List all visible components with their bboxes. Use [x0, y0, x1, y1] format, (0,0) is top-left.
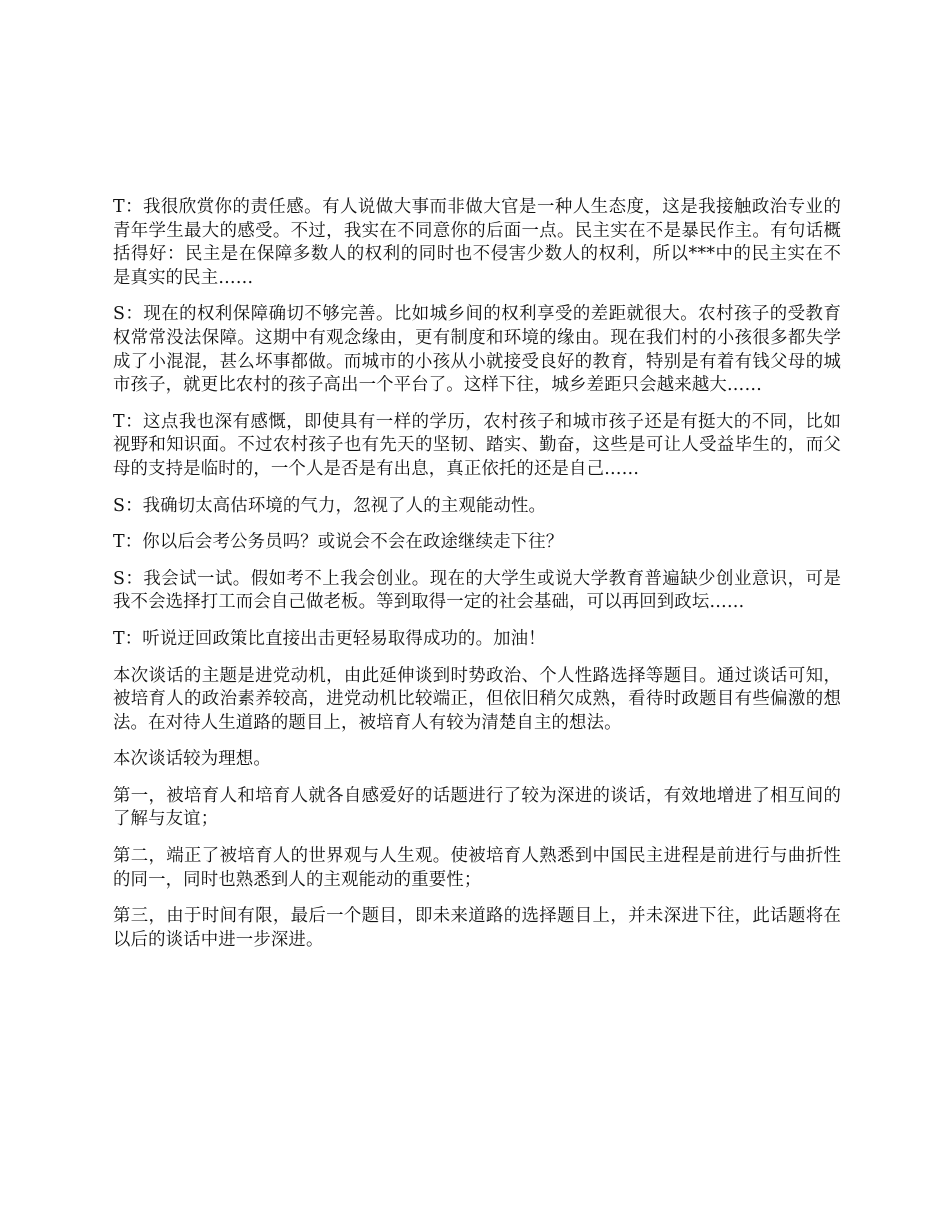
paragraph-s-rights-protection: S：现在的权利保障确切不够完善。比如城乡间的权利享受的差距就很大。农村孩子的受教育权常常没法保障。这期中有观念缘由，更有制度和环境的缘由。现在我们村的小孩很多都失学成了小混混，甚么坏事都做。而城市的小孩从小就接受良好的教育，特别是有着有钱父母的城市孩子，就更比农村的孩子高出一个平台了。这样下往，城乡差距只会越来越大…… [113, 304, 841, 396]
paragraph-t-encouragement: T：听说迂回政策比直接出击更轻易取得成功的。加油！ [113, 628, 546, 649]
document-page [113, 196, 841, 965]
paragraph-t-rural-children: T：这点我也深有感慨，即使具有一样的学历，农村孩子和城市孩子还是有挺大的不同，比如视野和知识面。不过农村孩子也有先天的坚韧、踏实、勤奋，这些是可让人受益毕生的，而父母的支持是临时的，一个人是否是有出息，真正依托的还是自己…… [113, 411, 841, 479]
paragraph-s-entrepreneurship: S：我会试一试。假如考不上我会创业。现在的大学生或说大学教育普遍缺少创业意识，可是我不会选择打工而会自己做老板。等到取得一定的社会基础，可以再回到政坛…… [113, 568, 841, 613]
paragraph-summary-ideal: 本次谈话较为理想。 [113, 749, 271, 770]
paragraph-point-third: 第三，由于时间有限，最后一个题目，即未来道路的选择题目上，并未深进下往，此话题将在以后的谈话中进一步深进。 [113, 906, 841, 950]
paragraph-s-subjective-initiative: S：我确切太高估环境的气力，忽视了人的主观能动性。 [113, 495, 547, 516]
paragraph-t-civil-servant-question: T：你以后会考公务员吗？或说会不会在政途继续走下往？ [113, 532, 564, 553]
paragraph-summary-theme: 本次谈话的主题是进党动机，由此延伸谈到时势政治、个人性路选择等题目。通过谈话可知，被培育人的政治素养较高，进党动机比较端正，但依旧稍欠成熟，看待时政题目有些偏激的想法。在对待人生道路的题目上，被培育人有较为清楚自主的想法。 [113, 665, 841, 733]
paragraph-point-second: 第二，端正了被培育人的世界观与人生观。使被培育人熟悉到中国民主进程是前进行与曲折性的同一，同时也熟悉到人的主观能动的重要性； [113, 846, 841, 890]
paragraph-t-responsibility: T：我很欣赏你的责任感。有人说做大事而非做大官是一种人生态度，这是我接触政治专业的青年学生最大的感受。不过，我实在不同意你的后面一点。民主实在不是暴民作主。有句话概括得好：民主是在保障多数人的权利的同时也不侵害少数人的权利，所以***中的民主实在不是真实的民主…… [113, 197, 841, 288]
paragraph-point-first: 第一，被培育人和培育人就各自感爱好的话题进行了较为深进的谈话，有效地增进了相互间的了解与友谊； [113, 785, 841, 830]
